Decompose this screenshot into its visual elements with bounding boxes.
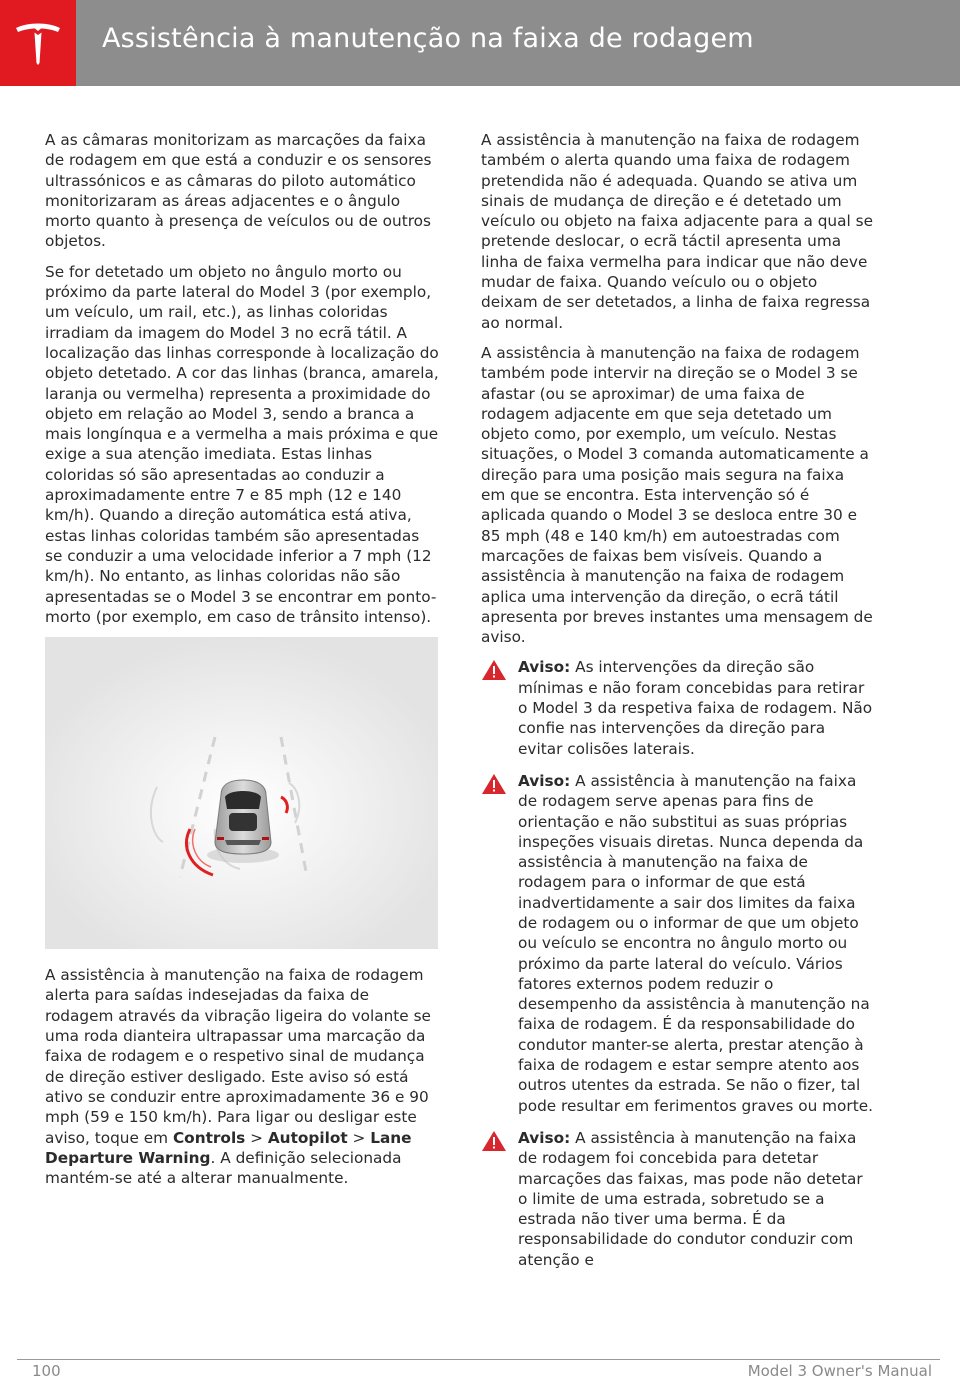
warning-block xyxy=(481,1128,873,1270)
manual-name: Model 3 Owner's Manual xyxy=(747,1362,932,1380)
warning-label: Aviso: xyxy=(518,771,571,790)
page-title: Assistência à manutenção na faixa de rodagem xyxy=(102,23,754,54)
warning-triangle-icon xyxy=(481,659,507,681)
paragraph: A assistência à manutenção na faixa de rodagem também pode intervir na direção se o Model 3 se afastar (ou se aproximar) de uma faixa de rodagem adjacente em que seja detetado um objeto como, por exemplo, um veículo. Nestas situações, o Model 3 comanda automaticamente a direção para uma posição mais segura na faixa em que se encontra. Esta intervenção só é aplicada quando o Model 3 se desloca entre 30 e 85 mph (48 e 140 km/h) em autoestradas com marcações de faixas bem visíveis. Quando a assistência à manutenção na faixa de rodagem aplica uma intervenção da direção, o ecrã tátil apresenta por breves instantes uma mensagem de aviso. xyxy=(481,343,873,647)
warning-triangle-icon xyxy=(481,1130,507,1152)
paragraph: A assistência à manutenção na faixa de rodagem alerta para saídas indesejadas da faixa de rodagem através da vibração ligeira do volante se uma roda dianteira ultrapassar uma marcação da faixa de rodagem e o respetivo sinal de mudança de direção estiver desligado. Este aviso só está ativo se conduzir entre aproximadamente 36 e 90 mph (59 e 150 km/h). Para ligar ou desligar este aviso, toque em Controls > Autopilot > Lane Departure Warning. A definição selecionada mantém-se até a alterar manualmente. xyxy=(45,966,431,1188)
paragraph: A as câmaras monitorizam as marcações da faixa de rodagem em que está a conduzir e os sensores ultrassónicos e as câmaras do piloto automático monitorizaram as áreas adjacentes e o ângulo morto quanto à presença de veículos ou de outros objetos. xyxy=(45,131,432,251)
paragraph: Se for detetado um objeto no ângulo morto ou próximo da parte lateral do Model 3 (por exemplo, um veículo, um rail, etc.), as linhas coloridas irradiam da imagem do Model 3 no ecrã tátil. A localização das linhas corresponde à localização do objeto detetado. A cor das linhas (branca, amarela, laranja ou vermelha) representa a proximidade do objeto em relação ao Model 3, sendo a branca a mais longínqua e a vermelha a mais próxima e que exige a sua atenção imediata. Estas linhas coloridas só são apresentadas ao conduzir a aproximadamente entre 7 e 85 mph (12 e 140 km/h). Quando a direção automática está ativa, estas linhas coloridas também são apresentadas se conduzir a uma velocidade inferior a 7 mph (12 km/h). No entanto, as linhas coloridas não são apresentadas se o Model 3 se encontrar em ponto-morto (por exemplo, em caso de trânsito intenso). xyxy=(45,262,439,626)
page-number: 100 xyxy=(32,1362,61,1380)
page-header xyxy=(0,0,960,86)
blind-spot-illustration xyxy=(45,637,438,949)
warning-text: A assistência à manutenção na faixa de rodagem serve apenas para fins de orientação e não substitui as suas próprias inspeções visuais diretas. Nunca dependa da assistência à manutenção na faixa de rodagem para o informar de que está inadvertidamente a sair dos limites da faixa de rodagem ou o informar de que um objeto ou veículo se encontra no ângulo morto ou próximo da parte lateral do veículo. Vários fatores externos podem reduzir o desempenho da assistência à manutenção na faixa de rodagem. É da responsabilidade do condutor manter-se alerta, prestar atenção à faixa de rodagem e estar sempre atento aos outros utentes da estrada. Se não o fizer, tal pode resultar em ferimentos graves ou morte. xyxy=(518,771,873,1115)
warning-text: A assistência à manutenção na faixa de rodagem foi concebida para detetar marcações das faixas, mas pode não detetar o limite de uma estrada, sobretudo se a estrada não tiver uma berma. É da responsabilidade do condutor conduzir com atenção e xyxy=(518,1128,863,1269)
left-column xyxy=(45,130,440,1198)
paragraph: A assistência à manutenção na faixa de rodagem também o alerta quando uma faixa de rodagem pretendida não é adequada. Quando se ativa um sinais de mudança de direção e é detetado um veículo ou objeto na faixa adjacente para a qual se pretende deslocar, o ecrã táctil apresenta uma linha de faixa vermelha para indicar que não deve mudar de faixa. Quando veículo ou o objeto deixam de ser detetados, a linha de faixa regressa ao normal. xyxy=(481,131,873,332)
right-column xyxy=(481,130,873,1282)
warning-block xyxy=(481,657,873,758)
warning-text: As intervenções da direção são mínimas e não foram concebidas para retirar o Model 3 da respetiva faixa de rodagem. Não confie nas intervenções da direção para evitar colisões laterais. xyxy=(518,658,873,758)
tesla-logo-icon xyxy=(0,0,76,86)
autopilot-menu-label: Autopilot xyxy=(267,1128,348,1147)
warning-block xyxy=(481,771,873,1116)
warning-triangle-icon xyxy=(481,773,507,795)
controls-menu-label: Controls xyxy=(172,1128,246,1147)
warning-label: Aviso: xyxy=(518,658,571,677)
lane-departure-warning-label: Lane Departure Warning xyxy=(45,1128,412,1167)
footer-divider xyxy=(17,1359,940,1360)
warning-label: Aviso: xyxy=(518,1128,571,1147)
